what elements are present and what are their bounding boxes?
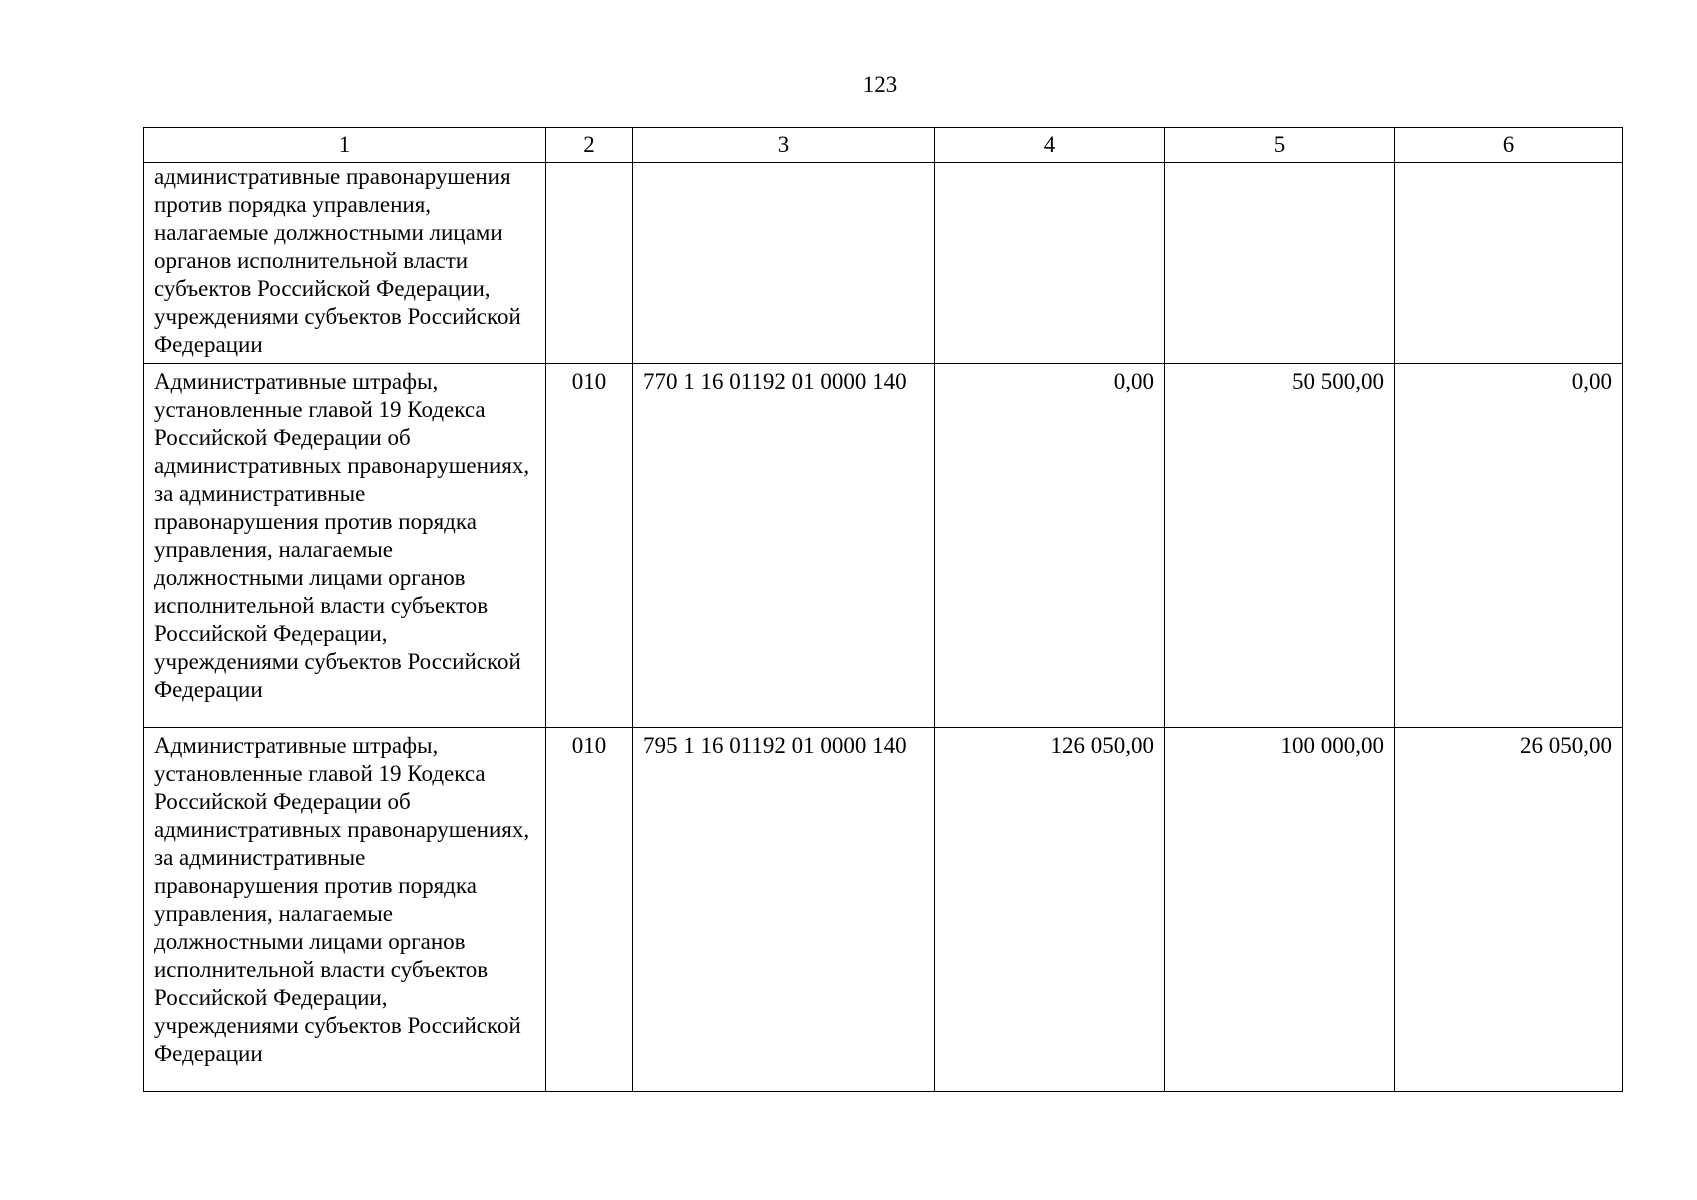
row-code: 010 bbox=[546, 364, 633, 728]
report-table bbox=[143, 127, 1623, 1092]
table-header-row bbox=[144, 128, 1623, 163]
row-description: Административные штрафы, установленные главой 19 Кодекса Российской Федерации об административных правонарушениях, за административные правонарушения против порядка управления, налагаемые должностными лицами органов исполнительной власти субъектов Российской Федерации, учреждениями субъектов Российской Федерации bbox=[144, 728, 546, 1092]
row-value-5: 100 000,00 bbox=[1165, 728, 1395, 1092]
row-value-6 bbox=[1395, 163, 1623, 364]
row-value-5: 50 500,00 bbox=[1165, 364, 1395, 728]
table-row bbox=[144, 364, 1623, 728]
table-row bbox=[144, 728, 1623, 1092]
row-description: административные правонарушения против порядка управления, налагаемые должностными лицами органов исполнительной власти субъектов Российской Федерации, учреждениями субъектов Российской Федерации bbox=[144, 163, 546, 364]
column-header-4: 4 bbox=[935, 128, 1165, 163]
row-code: 010 bbox=[546, 728, 633, 1092]
column-header-3: 3 bbox=[633, 128, 935, 163]
row-kbk bbox=[633, 163, 935, 364]
row-code bbox=[546, 163, 633, 364]
column-header-6: 6 bbox=[1395, 128, 1623, 163]
row-kbk: 795 1 16 01192 01 0000 140 bbox=[633, 728, 935, 1092]
row-value-6: 26 050,00 bbox=[1395, 728, 1623, 1092]
row-value-4: 0,00 bbox=[935, 364, 1165, 728]
column-header-1: 1 bbox=[144, 128, 546, 163]
row-value-6: 0,00 bbox=[1395, 364, 1623, 728]
row-kbk: 770 1 16 01192 01 0000 140 bbox=[633, 364, 935, 728]
table-row bbox=[144, 163, 1623, 364]
row-value-4: 126 050,00 bbox=[935, 728, 1165, 1092]
row-description: Административные штрафы, установленные главой 19 Кодекса Российской Федерации об административных правонарушениях, за административные правонарушения против порядка управления, налагаемые должностными лицами органов исполнительной власти субъектов Российской Федерации, учреждениями субъектов Российской Федерации bbox=[144, 364, 546, 728]
row-value-4 bbox=[935, 163, 1165, 364]
column-header-5: 5 bbox=[1165, 128, 1395, 163]
column-header-2: 2 bbox=[546, 128, 633, 163]
row-value-5 bbox=[1165, 163, 1395, 364]
page-number: 123 bbox=[862, 72, 898, 97]
